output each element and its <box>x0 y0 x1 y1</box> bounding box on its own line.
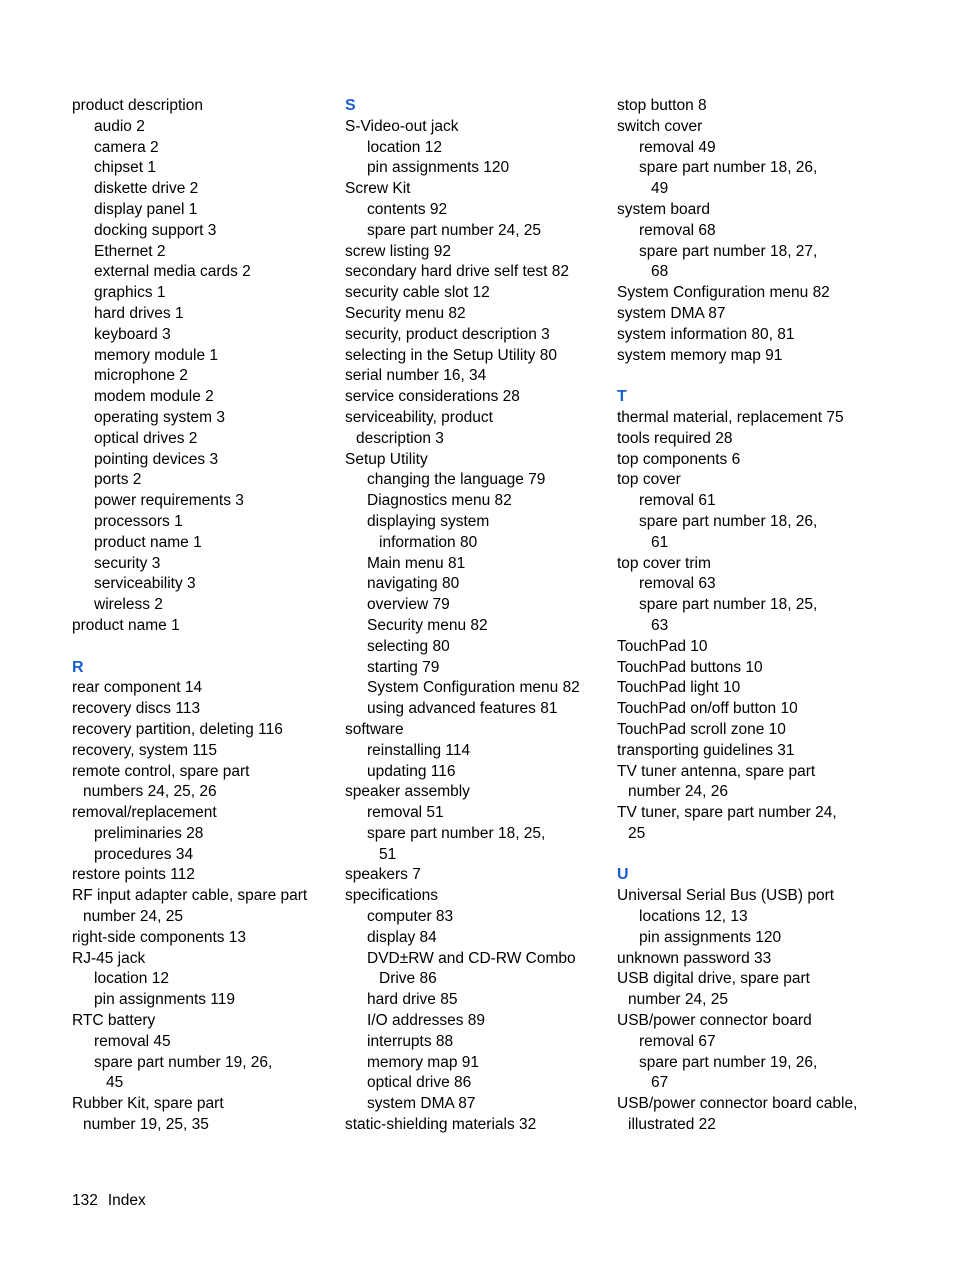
index-subentry: display 84 <box>367 928 437 946</box>
index-entry: serial number 16, 34 <box>345 367 487 385</box>
index-subentry: spare part number 19, 26, <box>94 1053 273 1071</box>
index-subentry: preliminaries 28 <box>94 824 204 842</box>
index-entry: static-shielding materials 32 <box>345 1116 537 1134</box>
index-entry: Rubber Kit, spare part <box>72 1095 224 1113</box>
index-subentry: ports 2 <box>94 471 142 489</box>
index-subentry: location 12 <box>94 970 169 988</box>
index-entry: screw listing 92 <box>345 242 451 260</box>
index-entry-continuation: 67 <box>651 1074 669 1092</box>
index-subentry: security 3 <box>94 554 161 572</box>
index-subentry: optical drive 86 <box>367 1074 472 1092</box>
index-subentry: graphics 1 <box>94 284 166 302</box>
index-entry: recovery partition, deleting 116 <box>72 720 283 738</box>
index-subentry: external media cards 2 <box>94 263 251 281</box>
index-entry: S-Video-out jack <box>345 117 459 135</box>
index-subentry: removal 63 <box>639 575 716 593</box>
index-subentry: product name 1 <box>94 533 202 551</box>
index-subentry: navigating 80 <box>367 575 460 593</box>
index-entry-continuation: illustrated 22 <box>628 1116 716 1134</box>
index-entry: secondary hard drive self test 82 <box>345 263 570 281</box>
index-subentry: DVD±RW and CD-RW Combo <box>367 949 576 967</box>
index-subentry: spare part number 18, 25, <box>367 824 546 842</box>
index-entry: USB/power connector board cable, <box>617 1095 858 1113</box>
index-entry: system board <box>617 200 711 218</box>
index-entry: Setup Utility <box>345 450 428 468</box>
index-entry: top components 6 <box>617 450 741 468</box>
index-subentry: changing the language 79 <box>367 471 546 489</box>
index-subentry: Diagnostics menu 82 <box>367 492 512 510</box>
index-subentry: using advanced features 81 <box>367 700 558 718</box>
index-subentry: locations 12, 13 <box>639 908 748 926</box>
index-subentry: removal 68 <box>639 221 716 239</box>
index-entry: selecting in the Setup Utility 80 <box>345 346 557 364</box>
index-entry-continuation: description 3 <box>356 429 444 447</box>
index-entry: system DMA 87 <box>617 304 726 322</box>
index-column-3 <box>617 96 877 1136</box>
index-entry: USB/power connector board <box>617 1012 812 1030</box>
index-subentry: updating 116 <box>367 762 456 780</box>
index-entry: TouchPad scroll zone 10 <box>617 720 786 738</box>
index-entry: TouchPad buttons 10 <box>617 658 763 676</box>
index-subentry: removal 61 <box>639 492 716 510</box>
index-entry: product description <box>72 97 203 114</box>
index-subentry: spare part number 18, 26, <box>639 159 818 177</box>
index-entry: RTC battery <box>72 1012 156 1030</box>
index-entry: serviceability, product <box>345 408 493 426</box>
index-subentry: camera 2 <box>94 138 159 156</box>
index-column-2 <box>345 96 605 1136</box>
section-letter: T <box>617 388 627 406</box>
index-entry: restore points 112 <box>72 866 195 884</box>
index-subentry: procedures 34 <box>94 845 194 863</box>
index-subentry: contents 92 <box>367 200 448 218</box>
index-entry: RF input adapter cable, spare part <box>72 887 308 905</box>
footer-section: Index <box>107 1192 146 1209</box>
index-subentry: Ethernet 2 <box>94 242 166 260</box>
index-entry-continuation: information 80 <box>379 533 478 551</box>
index-subentry: removal 67 <box>639 1032 716 1050</box>
index-entry-continuation: numbers 24, 25, 26 <box>83 783 217 801</box>
index-subentry: diskette drive 2 <box>94 180 199 198</box>
index-entry: Security menu 82 <box>345 304 466 322</box>
index-subentry: spare part number 18, 26, <box>639 512 818 530</box>
index-subentry: removal 49 <box>639 138 716 156</box>
index-subentry: location 12 <box>367 138 442 156</box>
index-subentry: reinstalling 114 <box>367 741 471 759</box>
index-entry-continuation: 68 <box>651 263 669 281</box>
index-subentry: optical drives 2 <box>94 429 198 447</box>
index-entry: top cover trim <box>617 554 711 572</box>
index-entry-continuation: 25 <box>628 824 646 842</box>
index-subentry: starting 79 <box>367 658 440 676</box>
index-subentry: pin assignments 120 <box>367 159 510 177</box>
index-subentry: computer 83 <box>367 908 454 926</box>
index-entry: Screw Kit <box>345 180 411 198</box>
index-subentry: memory map 91 <box>367 1053 479 1071</box>
index-subentry: system DMA 87 <box>367 1095 476 1113</box>
index-entry: removal/replacement <box>72 804 217 822</box>
index-entry: RJ-45 jack <box>72 949 146 967</box>
index-subentry: removal 45 <box>94 1032 171 1050</box>
index-entry: TV tuner, spare part number 24, <box>617 804 837 822</box>
index-subentry: selecting 80 <box>367 637 450 655</box>
index-entry: recovery, system 115 <box>72 741 218 759</box>
index-entry: TouchPad on/off button 10 <box>617 700 798 718</box>
index-subentry: hard drive 85 <box>367 991 458 1009</box>
index-entry: speaker assembly <box>345 783 470 801</box>
index-subentry: spare part number 24, 25 <box>367 221 542 239</box>
index-subentry: interrupts 88 <box>367 1032 454 1050</box>
index-subentry: pin assignments 120 <box>639 928 782 946</box>
index-subentry: spare part number 18, 25, <box>639 596 818 614</box>
index-subentry: display panel 1 <box>94 200 198 218</box>
index-subentry: power requirements 3 <box>94 492 244 510</box>
index-entry: System Configuration menu 82 <box>617 284 830 302</box>
index-subentry: keyboard 3 <box>94 325 171 343</box>
index-entry: TV tuner antenna, spare part <box>617 762 816 780</box>
index-entry: TouchPad light 10 <box>617 679 741 697</box>
index-subentry: System Configuration menu 82 <box>367 679 580 697</box>
index-subentry: docking support 3 <box>94 221 217 239</box>
page-number: 132 <box>72 1192 98 1209</box>
index-entry: remote control, spare part <box>72 762 250 780</box>
index-subentry: modem module 2 <box>94 388 214 406</box>
index-subentry: wireless 2 <box>94 596 163 614</box>
index-entry: system information 80, 81 <box>617 325 795 343</box>
index-entry: Universal Serial Bus (USB) port <box>617 887 835 905</box>
index-subentry: Main menu 81 <box>367 554 466 572</box>
index-entry: software <box>345 720 404 738</box>
index-entry: recovery discs 113 <box>72 700 201 718</box>
section-letter: R <box>72 658 84 676</box>
index-subentry: audio 2 <box>94 117 145 135</box>
index-subentry: processors 1 <box>94 512 183 530</box>
index-subentry: serviceability 3 <box>94 575 196 593</box>
index-entry: service considerations 28 <box>345 388 520 406</box>
index-entry-continuation: number 19, 25, 35 <box>83 1116 209 1134</box>
index-subentry: removal 51 <box>367 804 444 822</box>
index-subentry: operating system 3 <box>94 408 225 426</box>
index-subentry: chipset 1 <box>94 159 157 177</box>
index-entry: security, product description 3 <box>345 325 550 343</box>
index-entry: top cover <box>617 471 681 489</box>
index-entry: thermal material, replacement 75 <box>617 408 844 426</box>
index-subentry: hard drives 1 <box>94 304 184 322</box>
index-entry: specifications <box>345 887 439 905</box>
page-footer <box>72 1192 156 1210</box>
index-entry-continuation: 51 <box>379 845 397 863</box>
index-subentry: overview 79 <box>367 596 450 614</box>
index-entry: rear component 14 <box>72 679 203 697</box>
index-entry-continuation: 49 <box>651 180 669 198</box>
index-subentry: displaying system <box>367 512 490 530</box>
index-entry: system memory map 91 <box>617 346 783 364</box>
index-subentry: pointing devices 3 <box>94 450 219 468</box>
index-entry: switch cover <box>617 117 703 135</box>
index-entry: transporting guidelines 31 <box>617 741 795 759</box>
index-subentry: spare part number 18, 27, <box>639 242 818 260</box>
index-subentry: Security menu 82 <box>367 616 488 634</box>
index-entry-continuation: number 24, 25 <box>83 908 183 926</box>
index-entry-continuation: 61 <box>651 533 669 551</box>
index-entry-continuation: 45 <box>106 1074 124 1092</box>
index-entry: TouchPad 10 <box>617 637 708 655</box>
index-entry: product name 1 <box>72 616 180 634</box>
index-subentry: memory module 1 <box>94 346 219 364</box>
index-entry-continuation: number 24, 25 <box>628 991 728 1009</box>
index-entry-continuation: 63 <box>651 616 669 634</box>
section-letter: S <box>345 97 356 114</box>
index-entry: right-side components 13 <box>72 928 247 946</box>
index-subentry: pin assignments 119 <box>94 991 236 1009</box>
section-letter: U <box>617 866 629 884</box>
index-entry: security cable slot 12 <box>345 284 490 302</box>
index-entry-continuation: Drive 86 <box>379 970 437 988</box>
index-entry: USB digital drive, spare part <box>617 970 810 988</box>
index-column-1 <box>72 96 327 1136</box>
index-entry: speakers 7 <box>345 866 421 884</box>
index-subentry: microphone 2 <box>94 367 188 385</box>
index-entry: stop button 8 <box>617 97 707 114</box>
index-subentry: I/O addresses 89 <box>367 1012 486 1030</box>
index-subentry: spare part number 19, 26, <box>639 1053 818 1071</box>
index-entry: tools required 28 <box>617 429 733 447</box>
index-entry-continuation: number 24, 26 <box>628 783 728 801</box>
index-entry: unknown password 33 <box>617 949 772 967</box>
